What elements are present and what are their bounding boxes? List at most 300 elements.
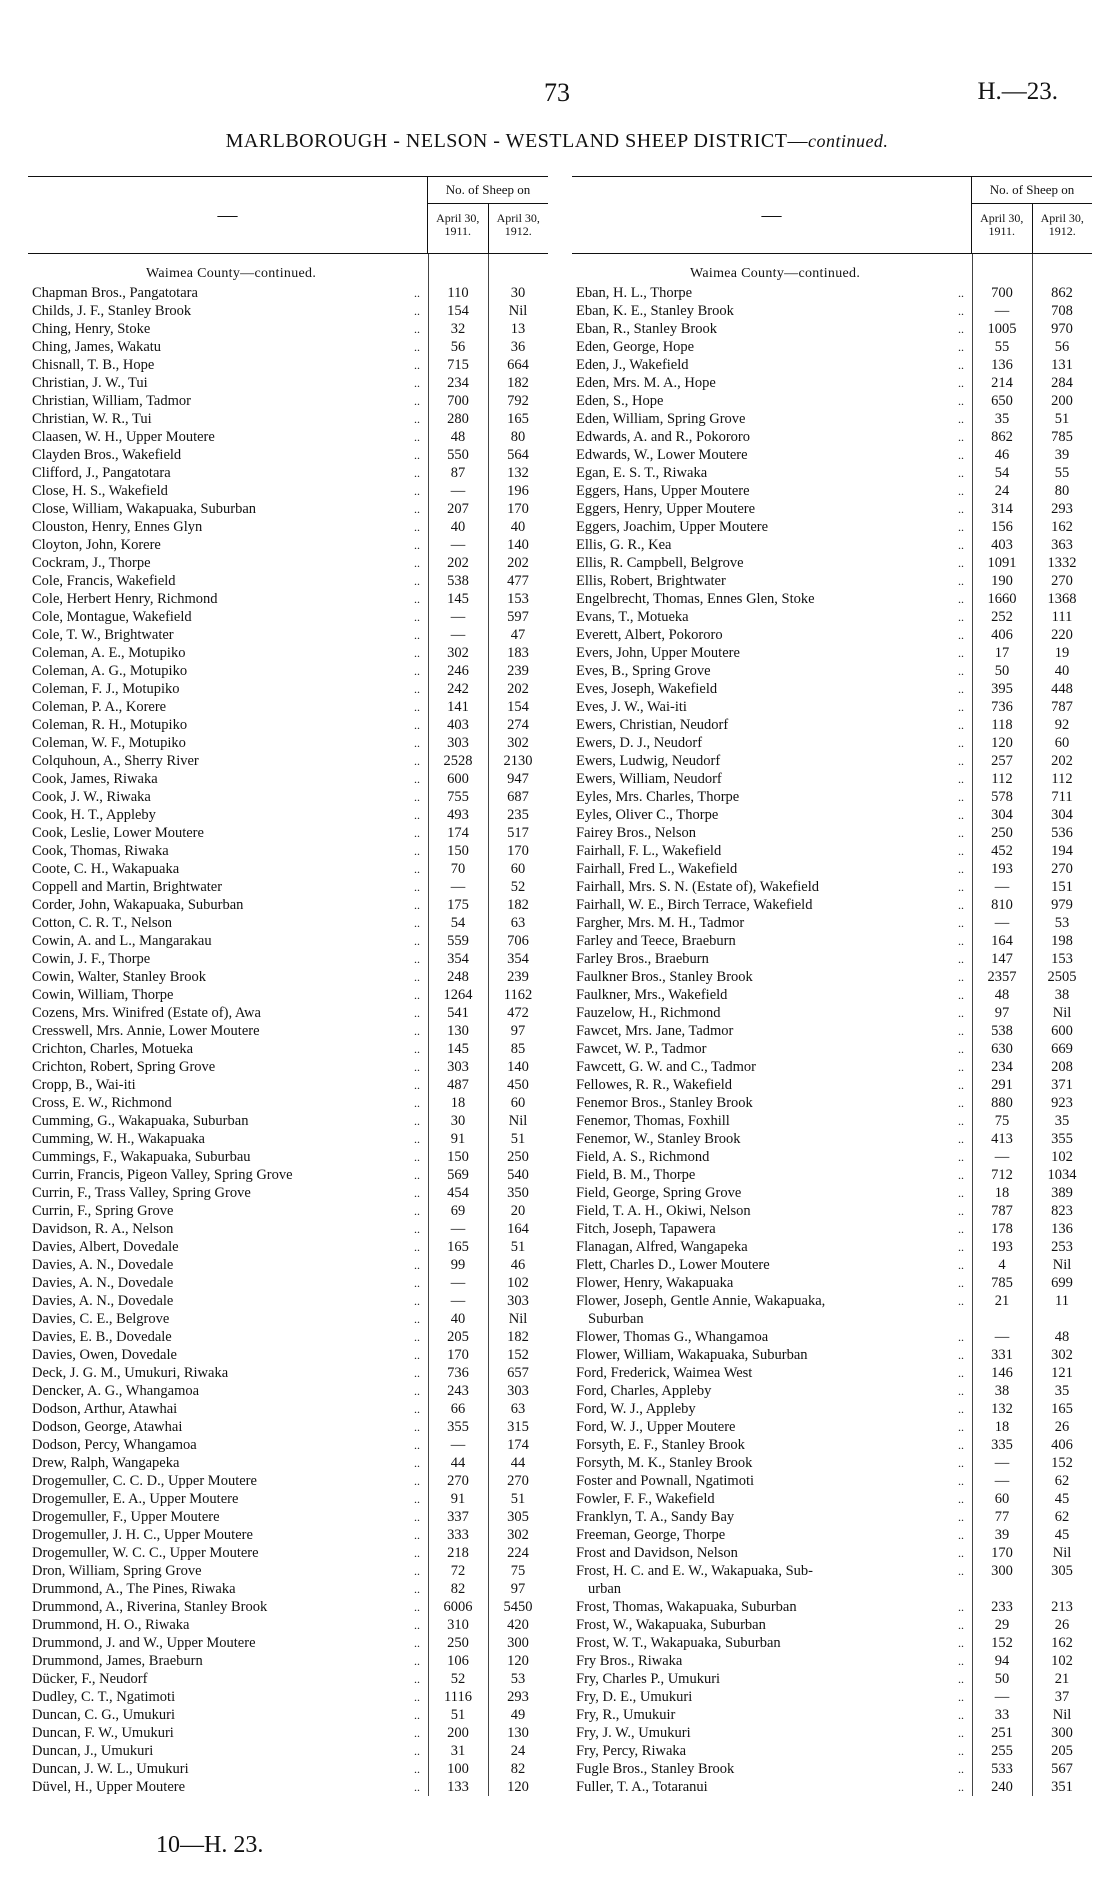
- leader-dots: ..: [414, 1204, 420, 1218]
- sheep-1911-cell: 91: [450, 1491, 466, 1507]
- owner-name-cell: [572, 1634, 972, 1652]
- table-row: [28, 320, 548, 338]
- sheep-1911-cell: 715: [447, 357, 469, 373]
- owner-name-cell: [572, 374, 972, 392]
- leader-dots: ..: [958, 970, 964, 984]
- sheep-1912-cell: 2130: [503, 753, 533, 769]
- sheep-1912-cell: 112: [1051, 771, 1073, 787]
- owner-name-cell: [572, 644, 972, 662]
- table-row: [28, 1040, 548, 1058]
- owner-name: Flower, Henry, Wakapuaka: [576, 1275, 734, 1291]
- col-1912-header: April 30, 1912.: [496, 211, 540, 238]
- owner-name: Fellowes, R. R., Wakefield: [576, 1077, 733, 1093]
- owner-name: Fry, Charles P., Umukuri: [576, 1671, 721, 1687]
- table-row: [572, 1526, 1092, 1544]
- table-row: [28, 1616, 548, 1634]
- sheep-1911-cell: 87: [450, 465, 466, 481]
- sheep-1912-cell: 80: [510, 429, 526, 445]
- sheep-1912-cell: 46: [510, 1257, 526, 1273]
- leader-dots: ..: [958, 1618, 964, 1632]
- table-row: [572, 1616, 1092, 1634]
- sheep-1911-cell: 310: [447, 1617, 469, 1633]
- sheep-1911-cell: 190: [991, 573, 1013, 589]
- sheep-1912-cell: 154: [507, 699, 529, 715]
- table-row: [28, 986, 548, 1004]
- owner-name: Eden, George, Hope: [576, 339, 695, 355]
- owner-name-cell: [572, 788, 972, 806]
- owner-name-cell: [28, 1292, 428, 1310]
- sheep-1911-cell: 331: [991, 1347, 1013, 1363]
- owner-name: Currin, F., Spring Grove: [32, 1203, 174, 1219]
- table-row: [28, 770, 548, 788]
- owner-name-cell: [572, 860, 972, 878]
- sheep-1911-cell: 136: [991, 357, 1013, 373]
- sheep-1912-cell: 792: [507, 393, 529, 409]
- table-row: [28, 374, 548, 392]
- owner-name-cell: [572, 1094, 972, 1112]
- owner-name: Fowler, F. F., Wakefield: [576, 1491, 715, 1507]
- sheep-1911-cell: 533: [991, 1761, 1013, 1777]
- leader-dots: ..: [958, 1024, 964, 1038]
- owner-name-cell: [572, 1274, 972, 1292]
- table-row: [572, 1562, 1092, 1580]
- table-row: [28, 878, 548, 896]
- sheep-1912-cell: 389: [1051, 1185, 1073, 1201]
- sheep-1912-cell: 687: [507, 789, 529, 805]
- leader-dots: ..: [958, 1654, 964, 1668]
- table-row: [28, 1238, 548, 1256]
- owner-name-cell: [28, 1220, 428, 1238]
- owner-name-cell: [572, 554, 972, 572]
- table-row: [28, 1364, 548, 1382]
- owner-name-cell: [572, 1598, 972, 1616]
- table-row: [572, 1508, 1092, 1526]
- sheep-1911-cell: 785: [991, 1275, 1013, 1291]
- table-row: [28, 446, 548, 464]
- owner-name-cell: [572, 1004, 972, 1022]
- owner-name-cell: [28, 896, 428, 914]
- leader-dots: ..: [958, 826, 964, 840]
- sheep-1911-cell: 251: [991, 1725, 1013, 1741]
- sheep-1911-cell: 403: [991, 537, 1013, 553]
- table-row: [28, 1472, 548, 1490]
- owner-name: Drummond, H. O., Riwaka: [32, 1617, 190, 1633]
- sheep-1912-cell: 600: [1051, 1023, 1073, 1039]
- sheep-1912-cell: 669: [1051, 1041, 1073, 1057]
- table-row: [572, 554, 1092, 572]
- sheep-1912-cell: 540: [507, 1167, 529, 1183]
- owner-name: Fugle Bros., Stanley Brook: [576, 1761, 735, 1777]
- sheep-1912-cell: 75: [510, 1563, 526, 1579]
- sheep-1912-cell: 140: [507, 1059, 529, 1075]
- sheep-1911-cell: 337: [447, 1509, 469, 1525]
- owner-name: Eggers, Hans, Upper Moutere: [576, 483, 750, 499]
- sheep-1912-cell: 305: [507, 1509, 529, 1525]
- owner-name-cell: [28, 1238, 428, 1256]
- owner-name: Eves, Joseph, Wakefield: [576, 681, 718, 697]
- sheep-1912-cell: 564: [507, 447, 529, 463]
- table-row: [28, 554, 548, 572]
- leader-dots: ..: [414, 340, 420, 354]
- owner-name-cell: [572, 626, 972, 644]
- sheep-1911-cell: 252: [991, 609, 1013, 625]
- owner-name: Egan, E. S. T., Riwaka: [576, 465, 708, 481]
- leader-dots: ..: [958, 574, 964, 588]
- owner-name: Davies, A. N., Dovedale: [32, 1257, 174, 1273]
- leader-dots: ..: [958, 808, 964, 822]
- table-header: [28, 176, 548, 254]
- sheep-1912-cell: 657: [507, 1365, 529, 1381]
- sheep-1911-cell: 120: [991, 735, 1013, 751]
- owner-name: Frost, Thomas, Wakapuaka, Suburban: [576, 1599, 797, 1615]
- table-row: [572, 986, 1092, 1004]
- sheep-1911-cell: 303: [447, 1059, 469, 1075]
- sheep-1911-cell: —: [994, 879, 1010, 895]
- table-row: [572, 1598, 1092, 1616]
- sheep-1911-cell: 406: [991, 627, 1013, 643]
- owner-name-cell: [572, 338, 972, 356]
- table-row: [28, 752, 548, 770]
- sheep-1912-cell: 1034: [1047, 1167, 1077, 1183]
- sheep-1911-cell: 246: [447, 663, 469, 679]
- table-row: [28, 1652, 548, 1670]
- leader-dots: ..: [414, 592, 420, 606]
- sheep-1912-cell: 49: [510, 1707, 526, 1723]
- owner-name: Close, William, Wakapuaka, Suburban: [32, 501, 257, 517]
- owner-name: Dron, William, Spring Grove: [32, 1563, 202, 1579]
- table-row: [28, 1274, 548, 1292]
- sheep-1912-cell: 53: [1054, 915, 1070, 931]
- leader-dots: ..: [958, 1042, 964, 1056]
- table-row: [572, 770, 1092, 788]
- leader-dots: ..: [958, 466, 964, 480]
- owner-name-cell: [28, 590, 428, 608]
- owner-name: Cook, J. W., Riwaka: [32, 789, 151, 805]
- leader-dots: ..: [414, 1456, 420, 1470]
- leader-dots: ..: [414, 862, 420, 876]
- owner-name-cell: [28, 1562, 428, 1580]
- owner-name: Davidson, R. A., Nelson: [32, 1221, 174, 1237]
- table-row: [28, 698, 548, 716]
- sheep-1912-cell: Nil: [1052, 1005, 1072, 1021]
- sheep-1911-cell: 110: [447, 285, 469, 301]
- sheep-1912-cell: 304: [1051, 807, 1073, 823]
- sheep-1912-cell: 302: [1051, 1347, 1073, 1363]
- sheep-1911-cell: 755: [447, 789, 469, 805]
- owner-name-cell: [28, 1724, 428, 1742]
- sheep-1912-cell: 472: [507, 1005, 529, 1021]
- table-row: [28, 536, 548, 554]
- table-row: [572, 1292, 1092, 1310]
- owner-name: Ford, Frederick, Waimea West: [576, 1365, 753, 1381]
- owner-name: Faulkner, Mrs., Wakefield: [576, 987, 728, 1003]
- owner-name-cell: [28, 1058, 428, 1076]
- sheep-1912-cell: 164: [507, 1221, 529, 1237]
- sheep-1912-cell: 102: [507, 1275, 529, 1291]
- name-column-header: —: [28, 177, 428, 253]
- sheep-1912-cell: 45: [1054, 1491, 1070, 1507]
- owner-name-cell: [28, 1130, 428, 1148]
- owner-name-cell: [572, 1454, 972, 1472]
- owner-name: Evers, John, Upper Moutere: [576, 645, 740, 661]
- owner-name-cell: [28, 410, 428, 428]
- sheep-1912-cell: 183: [507, 645, 529, 661]
- sheep-1912-cell: 270: [507, 1473, 529, 1489]
- sheep-1911-cell: —: [450, 627, 466, 643]
- col-1911-header: April 30, 1911.: [428, 204, 489, 253]
- sheep-1911-cell: 178: [991, 1221, 1013, 1237]
- sheep-1911-cell: 250: [991, 825, 1013, 841]
- table-row: [572, 320, 1092, 338]
- sheep-1912-cell: 239: [507, 663, 529, 679]
- owner-name: Fitch, Joseph, Tapawera: [576, 1221, 716, 1237]
- leader-dots: ..: [958, 682, 964, 696]
- sheep-1912-cell: 35: [1054, 1383, 1070, 1399]
- leader-dots: ..: [414, 1762, 420, 1776]
- sheep-1911-cell: —: [994, 1689, 1010, 1705]
- sheep-1912-cell: 270: [1051, 861, 1073, 877]
- sheep-1911-cell: 50: [994, 1671, 1010, 1687]
- owner-name: Fawcet, W. P., Tadmor: [576, 1041, 707, 1057]
- sheep-1911-cell: 145: [447, 591, 469, 607]
- owner-name-cell: [572, 1526, 972, 1544]
- sheep-1911-cell: 130: [447, 1023, 469, 1039]
- leader-dots: ..: [414, 1366, 420, 1380]
- table-row: [572, 428, 1092, 446]
- owner-name: Drogemuller, J. H. C., Upper Moutere: [32, 1527, 253, 1543]
- leader-dots: ..: [414, 916, 420, 930]
- owner-name: Flower, Thomas G., Whangamoa: [576, 1329, 769, 1345]
- leader-dots: ..: [958, 1150, 964, 1164]
- owner-name-cell: [572, 770, 972, 788]
- sheep-1911-cell: 280: [447, 411, 469, 427]
- leader-dots: ..: [958, 1510, 964, 1524]
- owner-name-cell: [572, 1616, 972, 1634]
- leader-dots: ..: [958, 1222, 964, 1236]
- owner-name: Farley and Teece, Braeburn: [576, 933, 736, 949]
- sheep-1911-cell: 141: [447, 699, 469, 715]
- owner-name-cell: [28, 968, 428, 986]
- owner-name: Drew, Ralph, Wangapeka: [32, 1455, 180, 1471]
- owner-name: Coppell and Martin, Brightwater: [32, 879, 223, 895]
- table-row: [28, 734, 548, 752]
- table-row: [28, 464, 548, 482]
- sheep-1912-cell: 51: [510, 1131, 526, 1147]
- owner-name-cell: [572, 428, 972, 446]
- table-row: [28, 410, 548, 428]
- leader-dots: ..: [958, 1096, 964, 1110]
- owner-name: Fenemor Bros., Stanley Brook: [576, 1095, 753, 1111]
- sheep-1912-cell: 597: [507, 609, 529, 625]
- leader-dots: ..: [958, 754, 964, 768]
- owner-name: Field, A. S., Richmond: [576, 1149, 710, 1165]
- owner-name-cell: [28, 1670, 428, 1688]
- owner-name: Ewers, Ludwig, Neudorf: [576, 753, 721, 769]
- table-row: [28, 1346, 548, 1364]
- sheep-1911-cell: 700: [447, 393, 469, 409]
- owner-name-cell: [28, 1364, 428, 1382]
- table-row: [28, 500, 548, 518]
- owner-name: Franklyn, T. A., Sandy Bay: [576, 1509, 735, 1525]
- owner-name: Drogemuller, E. A., Upper Moutere: [32, 1491, 239, 1507]
- leader-dots: ..: [414, 1420, 420, 1434]
- owner-name: Chisnall, T. B., Hope: [32, 357, 155, 373]
- sheep-1911-cell: 24: [994, 483, 1010, 499]
- leader-dots: ..: [414, 1528, 420, 1542]
- table-row: [28, 1544, 548, 1562]
- leader-dots: ..: [958, 898, 964, 912]
- sheep-1911-cell: 314: [991, 501, 1013, 517]
- table-row: [572, 1400, 1092, 1418]
- owner-name: Dücker, F., Neudorf: [32, 1671, 148, 1687]
- owner-name: Cropp, B., Wai-iti: [32, 1077, 136, 1093]
- owner-name: Chapman Bros., Pangatotara: [32, 285, 198, 301]
- table-row: [28, 662, 548, 680]
- leader-dots: ..: [958, 1078, 964, 1092]
- table-row: [572, 734, 1092, 752]
- leader-dots: ..: [414, 1294, 420, 1308]
- owner-name-cell: [28, 554, 428, 572]
- owner-name-cell: [28, 986, 428, 1004]
- sheep-1911-cell: 48: [450, 429, 466, 445]
- leader-dots: ..: [958, 736, 964, 750]
- owner-name: Coleman, W. F., Motupiko: [32, 735, 186, 751]
- owner-name-cell: [28, 302, 428, 320]
- sheep-1911-cell: 787: [991, 1203, 1013, 1219]
- owner-name-cell: [28, 356, 428, 374]
- table-row: [572, 1094, 1092, 1112]
- leader-dots: ..: [958, 1780, 964, 1794]
- table-row: [28, 1166, 548, 1184]
- right-table: [572, 176, 1092, 1796]
- owner-name-cell: [28, 842, 428, 860]
- sheep-1912-cell: 165: [507, 411, 529, 427]
- leader-dots: ..: [414, 826, 420, 840]
- leader-dots: ..: [958, 880, 964, 894]
- sheep-1912-cell: 787: [1051, 699, 1073, 715]
- leader-dots: ..: [958, 1474, 964, 1488]
- sheep-1911-cell: —: [450, 1437, 466, 1453]
- owner-name-cell: [28, 518, 428, 536]
- owner-name-cell: [28, 1400, 428, 1418]
- table-row: [572, 1040, 1092, 1058]
- sheep-1911-cell: 242: [447, 681, 469, 697]
- sheep-1911-cell: 538: [991, 1023, 1013, 1039]
- table-row: [572, 338, 1092, 356]
- leader-dots: ..: [958, 1294, 964, 1308]
- owner-name-cell: [28, 1076, 428, 1094]
- table-row: [572, 482, 1092, 500]
- owner-name: Edwards, W., Lower Moutere: [576, 447, 748, 463]
- owner-name-cell: [572, 1346, 972, 1364]
- owner-name-cell: [28, 1040, 428, 1058]
- sheep-1912-cell: 120: [507, 1653, 529, 1669]
- sheep-1911-cell: 165: [447, 1239, 469, 1255]
- owner-name-cell: [28, 1184, 428, 1202]
- sheep-1911-cell: [972, 1310, 1032, 1328]
- owner-name: Cozens, Mrs. Winifred (Estate of), Awa: [32, 1005, 261, 1021]
- sheep-1912-cell: Nil: [508, 1113, 528, 1129]
- owner-name-cell: [28, 1328, 428, 1346]
- sheep-1911-cell: 51: [450, 1707, 466, 1723]
- leader-dots: ..: [414, 682, 420, 696]
- owner-name: Dencker, A. G., Whangamoa: [32, 1383, 200, 1399]
- owner-name-cell: [572, 662, 972, 680]
- owner-name: Eves, B., Spring Grove: [576, 663, 711, 679]
- owner-name-cell: [28, 1094, 428, 1112]
- table-row: [572, 1742, 1092, 1760]
- sheep-header-label: No. of Sheep on: [972, 177, 1092, 204]
- owner-name: Eyles, Mrs. Charles, Thorpe: [576, 789, 740, 805]
- sheep-1911-cell: 1005: [987, 321, 1017, 337]
- leader-dots: ..: [414, 304, 420, 318]
- sheep-1911-cell: 250: [447, 1635, 469, 1651]
- owner-name-cell: [572, 1220, 972, 1238]
- owner-name: Field, George, Spring Grove: [576, 1185, 742, 1201]
- sheep-1911-cell: —: [994, 1455, 1010, 1471]
- sheep-1911-cell: 736: [991, 699, 1013, 715]
- sheep-1912-cell: 153: [507, 591, 529, 607]
- sheep-1911-cell: 333: [447, 1527, 469, 1543]
- owner-name-cell: [572, 1652, 972, 1670]
- owner-name-cell: [28, 1382, 428, 1400]
- table-row: [572, 806, 1092, 824]
- owner-name: Cotton, C. R. T., Nelson: [32, 915, 173, 931]
- table-row: [28, 842, 548, 860]
- sheep-1911-cell: —: [450, 537, 466, 553]
- table-row: [28, 1562, 548, 1580]
- sheep-1911-cell: 170: [991, 1545, 1013, 1561]
- sheep-1911-cell: 99: [450, 1257, 466, 1273]
- sheep-1912-cell: 40: [1054, 663, 1070, 679]
- owner-name: Cockram, J., Thorpe: [32, 555, 151, 571]
- owner-name-cell: [572, 410, 972, 428]
- owner-name-cell: [28, 698, 428, 716]
- leader-dots: ..: [414, 1312, 420, 1326]
- table-row: [572, 950, 1092, 968]
- sheep-1912-cell: 82: [510, 1761, 526, 1777]
- leader-dots: ..: [958, 718, 964, 732]
- table-row: [28, 482, 548, 500]
- sheep-1911-cell: 1091: [987, 555, 1017, 571]
- sheep-1912-cell: Nil: [1052, 1257, 1072, 1273]
- table-row: [28, 338, 548, 356]
- owner-name-cell: [572, 284, 972, 302]
- leader-dots: ..: [414, 1258, 420, 1272]
- owner-name: Field, T. A. H., Okiwi, Nelson: [576, 1203, 751, 1219]
- table-row: [28, 1022, 548, 1040]
- leader-dots: ..: [414, 1240, 420, 1254]
- owner-name-cell: [572, 482, 972, 500]
- owner-name-cell: [28, 392, 428, 410]
- table-row: [572, 1238, 1092, 1256]
- table-row: [572, 860, 1092, 878]
- owner-name: Drogemuller, F., Upper Moutere: [32, 1509, 220, 1525]
- table-row: [572, 1364, 1092, 1382]
- owner-name-cell: [28, 1202, 428, 1220]
- leader-dots: ..: [414, 1168, 420, 1182]
- table-row: [572, 392, 1092, 410]
- leader-dots: ..: [414, 952, 420, 966]
- table-row: [572, 1310, 1092, 1328]
- table-row: [572, 536, 1092, 554]
- sheep-1912-cell: 198: [1051, 933, 1073, 949]
- sheep-1911-cell: 154: [447, 303, 469, 319]
- sheep-1911-cell: 18: [994, 1419, 1010, 1435]
- sheep-1912-cell: 19: [1054, 645, 1070, 661]
- owner-name: Freeman, George, Thorpe: [576, 1527, 726, 1543]
- table-row: [28, 1184, 548, 1202]
